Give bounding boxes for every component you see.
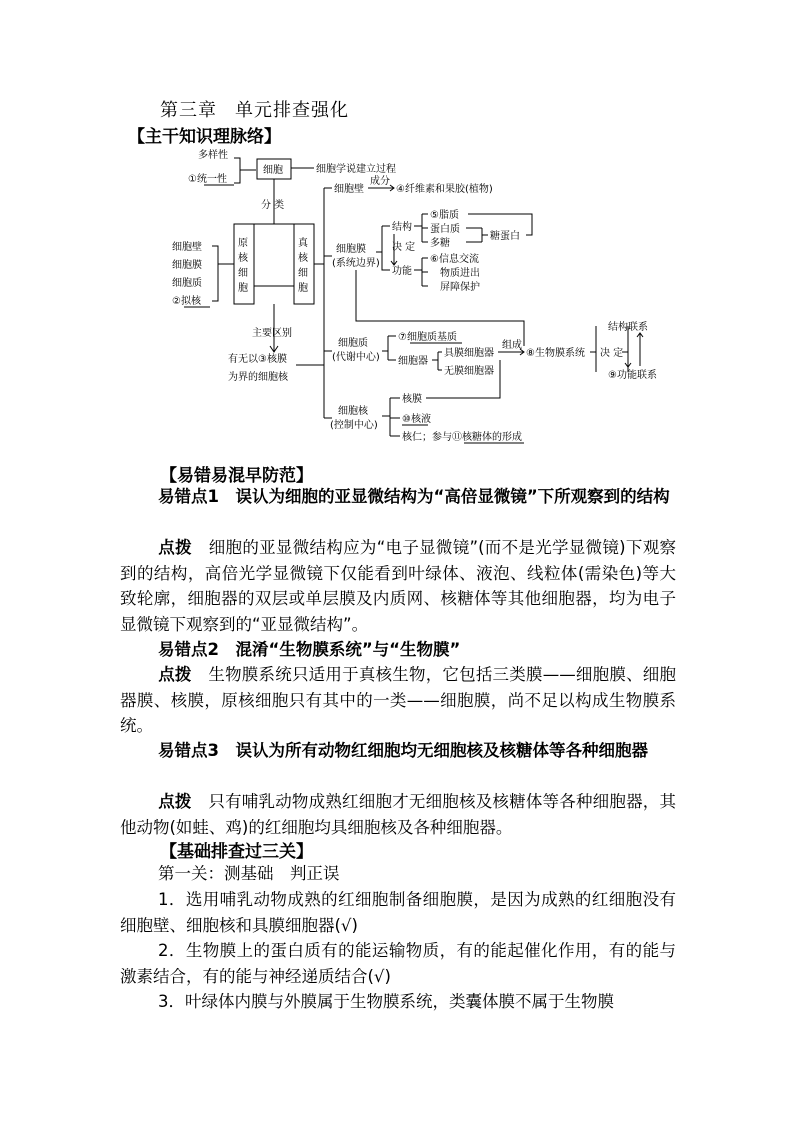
level1-item-3-text: 3．叶绿体内膜与外膜属于生物膜系统，类囊体膜不属于生物膜 [158,992,614,1011]
diag-nuclear-membrane: 核膜 [402,394,422,405]
chapter-title [160,96,349,122]
error-1 [120,484,676,510]
diag-prok-part-2: 细胞膜 [172,260,202,271]
level1-heading [120,861,676,887]
diag-organelle: 细胞器 [398,356,428,367]
error-3-label: 易错点3 [158,741,219,760]
error-1-title: 误认为细胞的亚显微结构为“高倍显微镜”下所观察到的结构 [235,487,670,506]
level1-label: 第一关：测基础 [158,864,274,883]
error-3-tip [120,789,676,840]
diagram-right-part [600,318,680,388]
diag-cell-theory: 细胞学说建立过程 [316,164,396,175]
diag-decide: 决 定 [392,242,416,253]
diag-unity: ①统一性 [188,174,227,185]
diag-membrane-2: (系统边界) [332,258,380,269]
diag-nucleus-2: (控制中心) [330,420,378,431]
diag-polysaccharide: 多糖 [430,238,450,249]
diag-membranous: 具膜细胞器 [444,348,494,359]
diag-diff-result-2: 为界的细胞核 [228,372,288,383]
diag-compose: 组成 [502,340,522,351]
level1-item-2-text: 2．生物膜上的蛋白质有的能运输物质，有的能起催化作用，有的能与激素结合，有的能与神经递质结合(√) [120,941,676,986]
diag-main-diff: 主要区别 [252,328,292,339]
diag-euk-char-2: 核 [298,253,308,264]
error-1-tip-label: 点拨 [158,538,192,557]
diag-diversity: 多样性 [198,150,228,161]
error-2-title: 混淆“生物膜系统”与“生物膜” [235,640,461,659]
diag-wall-component: ④纤维素和果胶(植物) [396,184,493,195]
diag-cytoplasm-1: 细胞质 [338,338,368,349]
error-2-tip-text: 生物膜系统只适用于真核生物，它包括三类膜——细胞膜、细胞器膜、核膜，原核细胞只有其中的一类——细胞膜，尚不足以构成生物膜系统。 [120,665,677,735]
error-2 [120,637,676,663]
error-2-tip-label: 点拨 [158,665,192,684]
diag-prok-char-4: 胞 [238,283,248,294]
error-2-tip [120,662,676,739]
diag-info-exchange: ⑥信息交流 [430,254,479,265]
error-1-label: 易错点1 [158,487,219,506]
diag-protein: 蛋白质 [430,224,460,235]
error-3-tip-text: 只有哺乳动物成熟红细胞才无细胞核及核糖体等各种细胞器，其他动物(如蛙、鸡)的红细胞均具细胞核及各种细胞器。 [120,792,677,837]
diag-membrane-1: 细胞膜 [336,244,366,255]
knowledge-diagram [160,146,624,446]
diag-nucleus-1: 细胞核 [338,406,368,417]
diag-cell: 细胞 [263,165,283,176]
section-heading-basic: 【基础排查过三关】 [160,842,313,862]
error-2-label: 易错点2 [158,640,219,659]
chapter-number: 第三章 [160,100,217,121]
level1-item-3 [120,989,676,1015]
diag-glycoprotein: 糖蛋白 [490,231,520,242]
diag-classify: 分 类 [261,200,285,211]
diag-transport: 物质进出 [440,268,480,279]
error-3-title: 误认为所有动物红细胞均无细胞核及核糖体等各种细胞器 [235,741,648,760]
diag-prok-part-4: ②拟核 [172,296,201,307]
diag-non-membranous: 无膜细胞器 [444,366,494,377]
diag-prok-char-3: 细 [238,268,248,279]
diag-wall: 细胞壁 [334,184,364,195]
diag-euk-char-3: 细 [298,268,308,279]
diag-function-link: ⑨功能联系 [608,370,657,381]
section-heading-errors: 【易错易混早防范】 [160,466,313,486]
diag-structure: 结构 [392,222,412,233]
diag-prok-char-1: 原 [238,238,248,249]
diag-diff-result-1: 有无以③核膜 [228,354,287,365]
diag-function: 功能 [392,266,412,277]
diag-nucleoplasm: ⑩核液 [402,414,431,425]
diag-prok-part-3: 细胞质 [172,278,202,289]
error-1-tip [120,535,676,637]
diag-biomembrane-system: ⑧生物膜系统 [526,348,585,359]
error-3-tip-label: 点拨 [158,792,192,811]
diag-cytoplasm-2: (代谢中心) [332,352,380,363]
unit-title: 单元排查强化 [235,100,349,121]
error-1-tip-text: 细胞的亚显微结构应为“电子显微镜”(而不是光学显微镜)下观察到的结构，高倍光学显微镜下仅能看到叶绿体、液泡、线粒体(需染色)等大致轮廓，细胞器的双层或单层膜及内质网、核糖体等其他细胞器，均为电子显微镜下观察到的“亚显微结构”。 [120,538,677,634]
level1-item-2 [120,938,676,989]
level1-task: 判正误 [290,864,340,883]
diag-euk-char-4: 胞 [298,283,308,294]
diag-prok-part-1: 细胞壁 [172,242,202,253]
section-heading-knowledge: 【主干知识理脉络】 [128,127,281,147]
level1-item-1 [120,887,676,938]
diag-matrix: ⑦细胞质基质 [398,332,457,343]
diag-nucleolus: 核仁；参与⑪核糖体的形成 [402,432,522,443]
diag-structure-link: 结构联系 [608,322,648,333]
level1-item-1-text: 1．选用哺乳动物成熟的红细胞制备细胞膜，是因为成熟的红细胞没有细胞壁、细胞核和具膜细胞器(√) [120,890,676,935]
diag-component: 成分 [370,176,390,187]
error-3 [120,738,676,764]
diag-lipid: ⑤脂质 [430,210,459,221]
diag-prok-char-2: 核 [238,253,248,264]
diag-euk-char-1: 真 [298,238,308,249]
diag-decide2: 决 定 [600,348,624,359]
diag-protect: 屏障保护 [440,282,480,293]
